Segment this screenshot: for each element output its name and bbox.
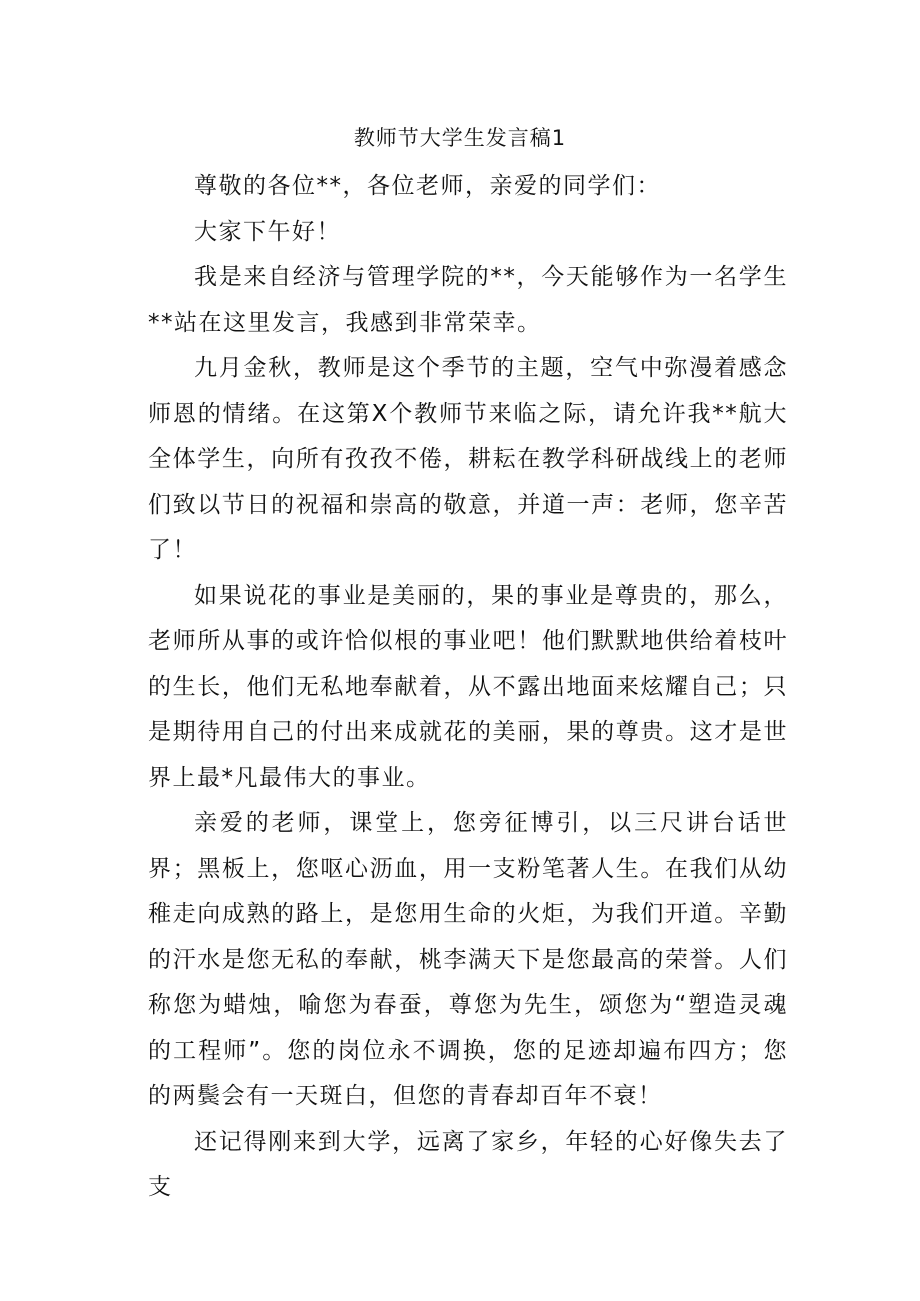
paragraph-teachers-day: 九月金秋，教师是这个季节的主题，空气中弥漫着感念师恩的情绪。在这第X个教师节来临之际，请允许我**航大全体学生，向所有孜孜不倦，耕耘在教学科研战线上的老师们致以节日的祝福和崇高的敬意，并道一声：老师，您辛苦了！ (148, 355, 788, 563)
paragraph-introduction: 我是来自经济与管理学院的**，今天能够作为一名学生**站在这里发言，我感到非常荣幸。 (148, 264, 788, 336)
document-body (148, 164, 788, 1211)
paragraph-memory: 还记得刚来到大学，远离了家乡，年轻的心好像失去了支 (148, 1128, 788, 1200)
paragraph-salutation: 尊敬的各位**，各位老师，亲爱的同学们： (194, 173, 661, 199)
document-title: 教师节大学生发言稿1 (353, 126, 567, 150)
paragraph-praise: 亲爱的老师，课堂上，您旁征博引，以三尺讲台话世界；黑板上，您呕心沥血，用一支粉笔著人生。在我们从幼稚走向成熟的路上，是您用生命的火炬，为我们开道。辛勤的汗水是您无私的奉献，桃李满天下是您最高的荣誉。人们称您为蜡烛，喻您为春蚕，尊您为先生，颂您为“塑造灵魂的工程师”。您的岗位永不调换，您的足迹却遍布四方；您的两鬓会有一天斑白，但您的青春却百年不衰！ (148, 810, 788, 1109)
paragraph-root-metaphor: 如果说花的事业是美丽的，果的事业是尊贵的，那么，老师所从事的或许恰似根的事业吧！他们默默地供给着枝叶的生长，他们无私地奉献着，从不露出地面来炫耀自己；只是期待用自己的付出来成就花的美丽，果的尊贵。这才是世界上最*凡最伟大的事业。 (148, 582, 788, 791)
paragraph-greeting: 大家下午好！ (194, 218, 341, 245)
